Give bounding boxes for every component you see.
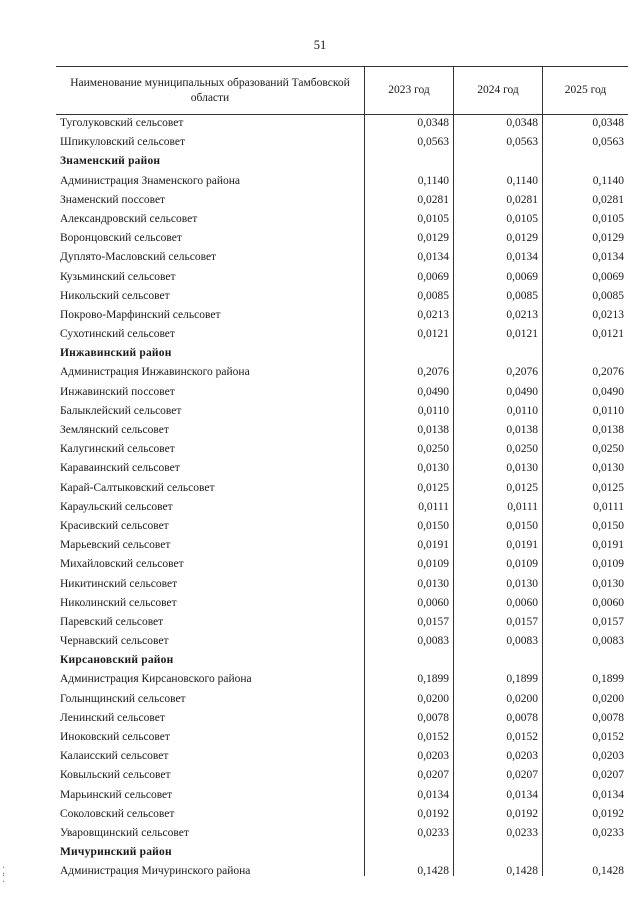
row-name: Покрово-Марфинский сельсовет (60, 308, 221, 321)
value-2024: 0,1899 (506, 673, 538, 686)
value-2024: 0,0105 (506, 212, 538, 225)
value-2023: 0,0069 (417, 270, 449, 283)
table-row (56, 613, 628, 632)
table-row (56, 766, 628, 785)
table-row (56, 594, 628, 613)
value-2025 (543, 843, 624, 862)
value-2023: 0,0138 (417, 424, 449, 436)
table-row (56, 479, 628, 498)
row-name: Марьевский сельсовет (60, 539, 171, 552)
row-name: Ленинский сельсовет (60, 711, 165, 724)
row-name: Администрация Мичуринского района (60, 865, 251, 878)
value-2023: 0,0125 (417, 481, 449, 494)
row-name: Мичуринский район (60, 846, 172, 859)
value-2023: 0,0150 (417, 519, 449, 532)
value-2023 (365, 152, 449, 171)
value-2024: 0,0125 (506, 481, 538, 494)
value-2025: 0,1899 (592, 673, 624, 686)
value-2024: 0,0281 (506, 193, 538, 206)
data-table (56, 66, 628, 878)
table-row (56, 402, 628, 421)
value-2025: 0,0111 (593, 500, 624, 513)
value-2025: 0,0192 (592, 807, 624, 820)
row-name: Карай-Салтыковский сельсовет (60, 481, 215, 494)
value-2025: 0,1428 (592, 865, 624, 878)
value-2025: 0,0130 (592, 462, 624, 475)
value-2023: 0,0121 (417, 328, 449, 341)
row-name: Марьинский сельсовет (60, 788, 173, 801)
row-name: Администрация Кирсановского района (60, 673, 252, 686)
value-2024 (454, 152, 538, 171)
value-2024: 0,0134 (506, 788, 538, 801)
value-2023: 0,0233 (417, 826, 449, 839)
value-2024: 0,0250 (506, 443, 538, 456)
table-row (56, 191, 628, 210)
value-2024: 0,0130 (506, 577, 538, 590)
row-name: Соколовский сельсовет (60, 807, 175, 820)
value-2023: 0,0130 (417, 462, 449, 475)
table-row (56, 632, 628, 651)
row-name: Воронцовский сельсовет (60, 232, 182, 245)
row-name: Землянский сельсовет (60, 424, 169, 436)
value-2025: 0,0130 (592, 577, 624, 590)
value-2023: 0,1899 (417, 673, 449, 686)
table-row (56, 747, 628, 766)
value-2023: 0,0348 (417, 117, 449, 129)
row-name: Красивский сельсовет (60, 519, 169, 532)
table-row (56, 133, 628, 152)
value-2025: 0,0233 (592, 826, 624, 839)
value-2023: 0,0191 (417, 539, 449, 552)
margin-mark: ⁚ ⁚ (2, 866, 6, 885)
value-2024: 0,0157 (506, 615, 538, 628)
value-2024: 0,0203 (506, 750, 538, 763)
value-2023: 0,0110 (417, 404, 449, 417)
value-2025: 0,0200 (592, 692, 624, 705)
value-2023: 0,0130 (417, 577, 449, 590)
table-row (56, 287, 628, 306)
table-row (56, 862, 628, 881)
district-heading-row (56, 651, 628, 670)
value-2023: 0,0134 (417, 251, 449, 264)
table-row (56, 248, 628, 267)
value-2023: 0,0192 (417, 807, 449, 820)
value-2023: 0,0060 (417, 596, 449, 609)
value-2025: 0,1140 (592, 174, 624, 187)
value-2024: 0,1428 (506, 865, 538, 878)
row-name: Инжавинский район (60, 347, 172, 360)
row-name: Чернавский сельсовет (60, 635, 169, 648)
table-row (56, 268, 628, 287)
value-2024: 0,2076 (506, 366, 538, 379)
table-row (56, 229, 628, 248)
table-header (56, 66, 628, 115)
value-2023: 0,0111 (418, 500, 449, 513)
value-2025: 0,0490 (592, 385, 624, 398)
row-name: Голынщинский сельсовет (60, 692, 186, 705)
value-2025: 0,0105 (592, 212, 624, 225)
value-2025: 0,0150 (592, 519, 624, 532)
value-2023: 0,0105 (417, 212, 449, 225)
value-2024: 0,0138 (506, 424, 538, 436)
table-row (56, 709, 628, 728)
value-2024: 0,0152 (506, 731, 538, 743)
value-2024: 0,0348 (506, 117, 538, 129)
value-2025: 0,0069 (592, 270, 624, 283)
table-row (56, 824, 628, 843)
value-2025: 0,0083 (592, 635, 624, 648)
row-name: Калугинский сельсовет (60, 443, 175, 456)
value-2024: 0,0109 (506, 558, 538, 571)
value-2025: 0,0157 (592, 615, 624, 628)
value-2023: 0,0207 (417, 769, 449, 782)
row-name: Сухотинский сельсовет (60, 328, 175, 341)
value-2023 (365, 344, 449, 363)
value-2024: 0,0213 (506, 308, 538, 321)
value-2023: 0,0157 (417, 615, 449, 628)
value-2025: 0,0563 (592, 136, 624, 149)
value-2023: 0,0134 (417, 788, 449, 801)
value-2023: 0,0250 (417, 443, 449, 456)
value-2024: 0,0490 (506, 385, 538, 398)
table-row (56, 363, 628, 382)
row-name: Шпикуловский сельсовет (60, 136, 185, 149)
value-2024 (454, 651, 538, 670)
header-name-column: Наименование муниципальных образований Тамбовской области (70, 76, 350, 104)
table-row (56, 440, 628, 459)
table-row (56, 536, 628, 555)
value-2023: 0,0490 (417, 385, 449, 398)
table-row (56, 114, 628, 133)
value-2024: 0,0192 (506, 807, 538, 820)
table-row (56, 498, 628, 517)
value-2025: 0,0085 (592, 289, 624, 302)
table-row (56, 172, 628, 191)
page-number: 51 (313, 38, 327, 52)
district-heading-row (56, 843, 628, 862)
value-2023: 0,0129 (417, 232, 449, 245)
value-2024: 0,0233 (506, 826, 538, 839)
table-row (56, 805, 628, 824)
value-2025: 0,0109 (592, 558, 624, 571)
row-name: Ковыльский сельсовет (60, 769, 171, 782)
header-year-2025: 2025 год (564, 84, 607, 96)
value-2023: 0,1428 (417, 865, 449, 878)
value-2024: 0,0085 (506, 289, 538, 302)
value-2025 (543, 152, 624, 171)
value-2025: 0,0138 (592, 424, 624, 436)
district-heading-row (56, 152, 628, 171)
value-2024: 0,0200 (506, 692, 538, 705)
district-heading-row (56, 344, 628, 363)
table-body (56, 114, 628, 882)
table-row (56, 786, 628, 805)
value-2024: 0,0129 (506, 232, 538, 245)
value-2024 (454, 843, 538, 862)
value-2024: 0,0150 (506, 519, 538, 532)
table-row (56, 690, 628, 709)
value-2023: 0,1140 (417, 174, 449, 187)
table-row (56, 575, 628, 594)
row-name: Кирсановский район (60, 654, 174, 667)
value-2025: 0,0134 (592, 251, 624, 264)
value-2024: 0,0069 (506, 270, 538, 283)
row-name: Александровский сельсовет (60, 212, 198, 225)
value-2025: 0,0125 (592, 481, 624, 494)
value-2024: 0,0083 (506, 635, 538, 648)
row-name: Михайловский сельсовет (60, 558, 184, 571)
row-name: Калаисский сельсовет (60, 750, 169, 763)
row-name: Караульский сельсовет (60, 500, 173, 513)
row-name: Уваровщинский сельсовет (60, 826, 189, 839)
row-name: Паревский сельсовет (60, 615, 164, 628)
value-2025: 0,0060 (592, 596, 624, 609)
table-row (56, 421, 628, 440)
table-row (56, 517, 628, 536)
value-2023: 0,0563 (417, 136, 449, 149)
header-year-2023: 2023 год (388, 84, 430, 96)
table-row (56, 383, 628, 402)
table-row (56, 210, 628, 229)
value-2025: 0,0250 (592, 443, 624, 456)
value-2025: 0,0134 (592, 788, 624, 801)
table-row (56, 728, 628, 747)
value-2024: 0,0078 (506, 711, 538, 724)
value-2025 (543, 651, 624, 670)
row-name: Туголуковский сельсовет (60, 117, 184, 129)
value-2023: 0,0078 (417, 711, 449, 724)
row-name: Инжавинский поссовет (60, 385, 175, 398)
value-2023: 0,0200 (417, 692, 449, 705)
table-row (56, 670, 628, 689)
row-name: Администрация Инжавинского района (60, 366, 250, 379)
value-2025 (543, 344, 624, 363)
table-row (56, 325, 628, 344)
value-2023 (365, 843, 449, 862)
value-2024: 0,0130 (506, 462, 538, 475)
value-2025: 0,0191 (592, 539, 624, 552)
value-2023: 0,0085 (417, 289, 449, 302)
table-row (56, 459, 628, 478)
value-2023 (365, 651, 449, 670)
value-2025: 0,0121 (592, 328, 624, 341)
value-2024: 0,0207 (506, 769, 538, 782)
value-2025: 0,0348 (592, 117, 624, 129)
value-2024: 0,0191 (506, 539, 538, 552)
value-2024: 0,0121 (506, 328, 538, 341)
row-name: Иноковский сельсовет (60, 731, 170, 743)
row-name: Караваинский сельсовет (60, 462, 180, 475)
value-2024: 0,0110 (506, 404, 538, 417)
value-2025: 0,0207 (592, 769, 624, 782)
value-2023: 0,0203 (417, 750, 449, 763)
value-2024: 0,0134 (506, 251, 538, 264)
value-2024: 0,1140 (506, 174, 538, 187)
row-name: Кузьминский сельсовет (60, 270, 176, 283)
row-name: Дуплято-Масловский сельсовет (60, 251, 217, 264)
value-2023: 0,0083 (417, 635, 449, 648)
value-2023: 0,0281 (417, 193, 449, 206)
value-2023: 0,0213 (417, 308, 449, 321)
row-name: Балыклейский сельсовет (60, 404, 182, 417)
row-name: Администрация Знаменского района (60, 174, 240, 187)
row-name: Знаменский район (60, 155, 161, 168)
value-2025: 0,0203 (592, 750, 624, 763)
table-row (56, 555, 628, 574)
value-2024: 0,0111 (507, 500, 538, 513)
row-name: Никольский сельсовет (60, 289, 170, 302)
table-row (56, 306, 628, 325)
value-2025: 0,0152 (592, 731, 624, 743)
value-2025: 0,0213 (592, 308, 624, 321)
value-2023: 0,0152 (417, 731, 449, 743)
value-2023: 0,2076 (417, 366, 449, 379)
row-name: Николинский сельсовет (60, 596, 177, 609)
value-2024 (454, 344, 538, 363)
value-2024: 0,0060 (506, 596, 538, 609)
row-name: Знаменский поссовет (60, 193, 166, 206)
value-2025: 0,2076 (592, 366, 624, 379)
value-2025: 0,0078 (592, 711, 624, 724)
value-2023: 0,0109 (417, 558, 449, 571)
value-2025: 0,0281 (592, 193, 624, 206)
header-year-2024: 2024 год (477, 84, 519, 96)
value-2024: 0,0563 (506, 136, 538, 149)
row-name: Никитинский сельсовет (60, 577, 178, 590)
value-2025: 0,0110 (592, 404, 624, 417)
value-2025: 0,0129 (592, 232, 624, 245)
